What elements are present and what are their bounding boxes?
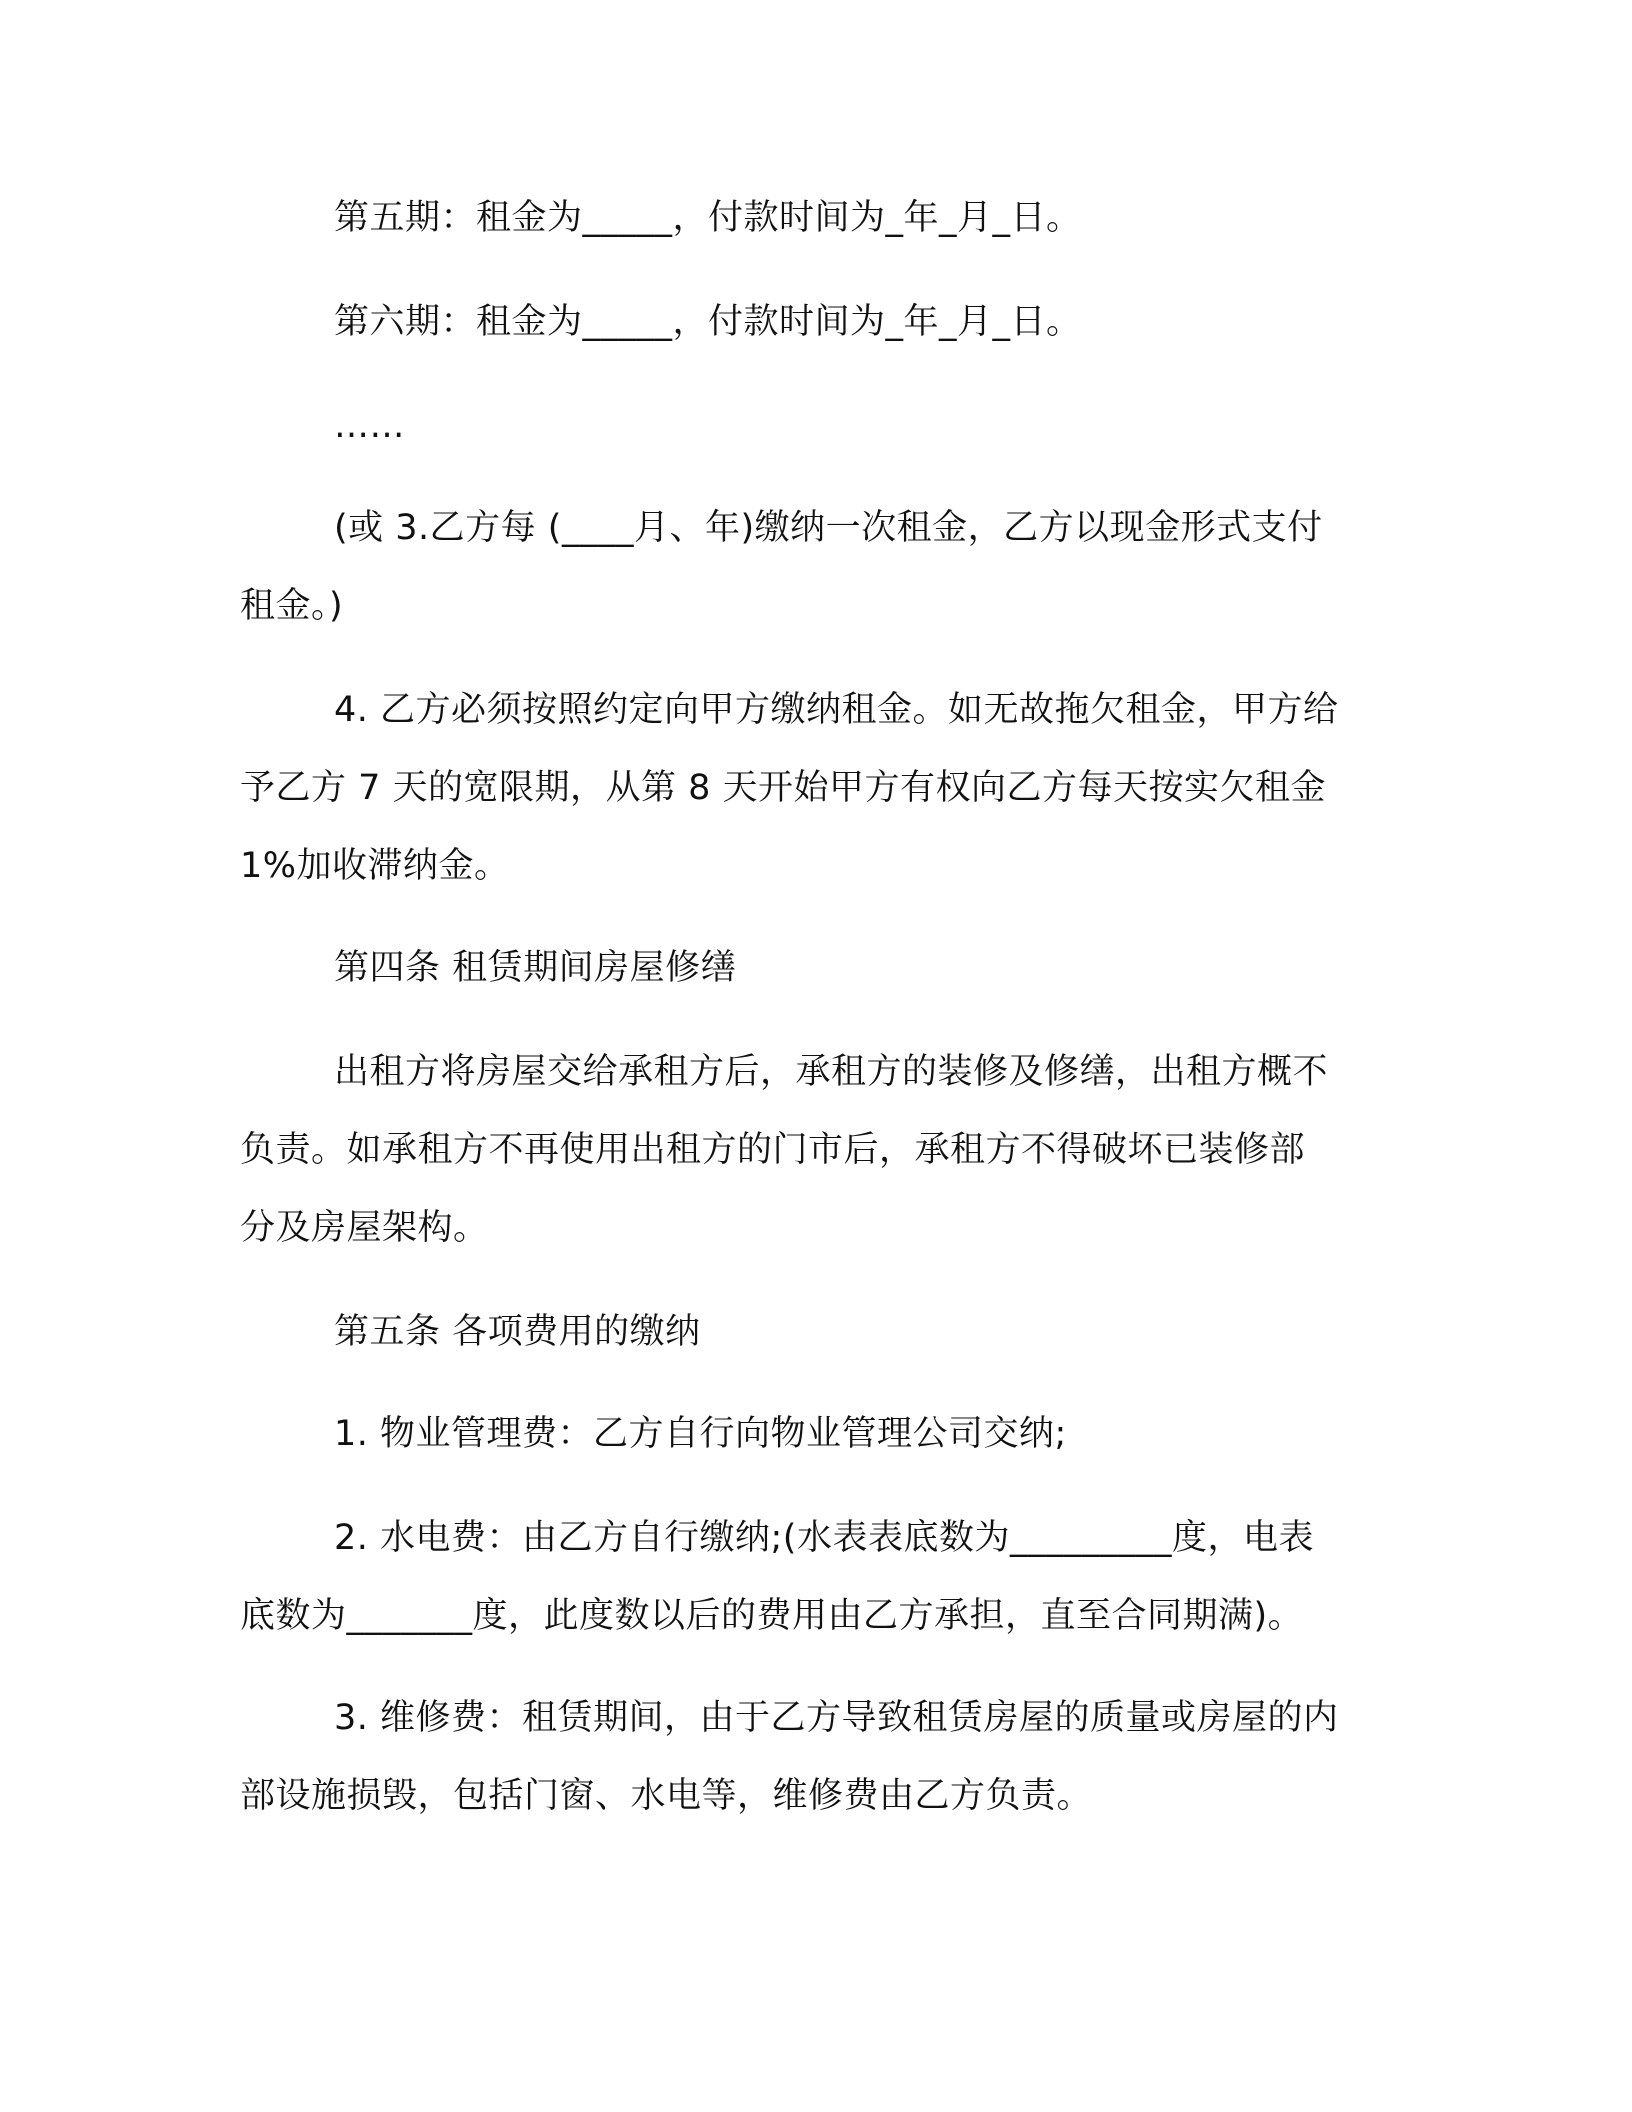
fee-item-3-line-1: 3. 维修费：租赁期间，由于乙方导致租赁房屋的质量或房屋的内	[334, 1698, 1339, 1738]
clause-4-line-2: 予乙方 7 天的宽限期，从第 8 天开始甲方有权向乙方每天按实欠租金	[240, 768, 1327, 808]
clause-4-line-1: 4. 乙方必须按照约定向甲方缴纳租金。如无故拖欠租金，甲方给	[334, 690, 1339, 730]
fee-item-2-line-1: 2. 水电费：由乙方自行缴纳;(水表表底数为_________度，电表	[334, 1518, 1314, 1558]
fee-item-3-line-2: 部设施损毁，包括门窗、水电等，维修费由乙方负责。	[240, 1776, 1093, 1816]
fee-item-2-line-2: 底数为_______度，此度数以后的费用由乙方承担，直至合同期满)。	[240, 1596, 1304, 1636]
rent-period-5: 第五期：租金为_____，付款时间为_年_月_日。	[334, 198, 1082, 238]
article-4-body-line-2: 负责。如承租方不再使用出租方的门市后，承租方不得破坏已装修部	[240, 1130, 1306, 1170]
rent-period-6: 第六期：租金为_____，付款时间为_年_月_日。	[334, 302, 1082, 342]
alt-clause-3-line-1: (或 3.乙方每 (____月、年)缴纳一次租金，乙方以现金形式支付	[334, 508, 1323, 548]
alt-clause-3-line-2: 租金。)	[240, 586, 344, 626]
article-4-body-line-1: 出租方将房屋交给承租方后，承租方的装修及修缮，出租方概不	[334, 1052, 1329, 1092]
clause-4-line-3: 1%加收滞纳金。	[240, 846, 510, 886]
article-4-heading: 第四条 租赁期间房屋修缮	[334, 948, 737, 988]
fee-item-1: 1. 物业管理费：乙方自行向物业管理公司交纳;	[334, 1414, 1067, 1454]
ellipsis-line: ……	[334, 406, 405, 446]
article-5-heading: 第五条 各项费用的缴纳	[334, 1312, 701, 1352]
article-4-body-line-3: 分及房屋架构。	[240, 1208, 489, 1248]
